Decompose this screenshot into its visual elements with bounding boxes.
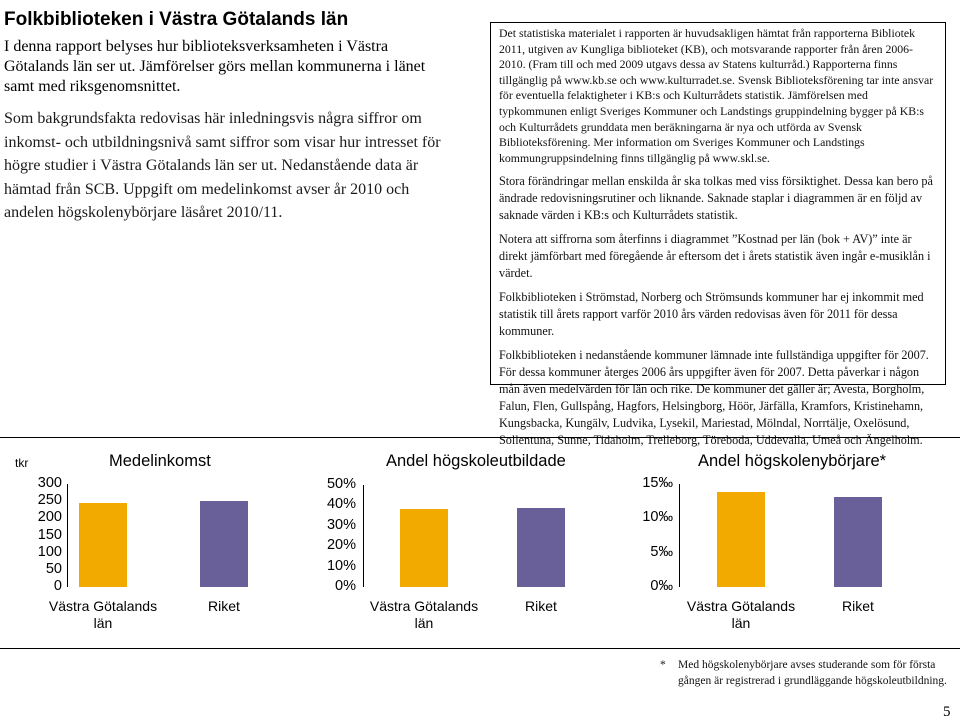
x-category-label: Västra Götalands län bbox=[48, 598, 158, 631]
x-category-label: Västra Götalands län bbox=[686, 598, 796, 631]
y-tick-label: 50% bbox=[326, 476, 356, 492]
y-tick-label: 10% bbox=[326, 557, 356, 574]
y-tick-label: 15‰ bbox=[642, 475, 673, 491]
y-tick-label: 150 bbox=[37, 526, 62, 543]
y-tick-label: 10‰ bbox=[642, 509, 673, 526]
y-tick-label: 40% bbox=[326, 496, 356, 513]
chart-title: Andel högskolenybörjare* bbox=[698, 452, 887, 470]
chart-title: Medelinkomst bbox=[109, 452, 211, 470]
chart-title: Andel högskoleutbildade bbox=[386, 452, 566, 470]
y-tick-label: 50 bbox=[45, 560, 62, 577]
background-paragraph: Som bakgrundsfakta redovisas här inledningsvis några siffror om inkomst- och utbildningsnivå samt siffror som visar hur intresset för högre studier i Västra Götalands län ser ut. Nedanstående data är hämtad från SCB. Uppgift om medelinkomst avser år 2010 och andelen högskolenybörjare läsåret 2010/11. bbox=[4, 110, 441, 221]
y-tick-label: 0% bbox=[335, 578, 356, 594]
y-tick-label: 250 bbox=[37, 492, 62, 509]
page-number: 5 bbox=[943, 704, 951, 720]
note-paragraph: Folkbiblioteken i nedanstående kommuner lämnade inte fullständiga uppgifter för 2007. För dessa kommuner återges 2006 års uppgifter även för 2007. Detta påverkar i någon mån även medelvärden för län och rike. De kommuner det gäller är; Avesta, Borgholm, Falun, Flen, Gullspång, Hagfors, Helsingborg, Höör, Järfälla, Kramfors, Kristinehamn, Kungsbacka, Kungälv, Ludvika, Lysekil, Mariestad, Mölndal, Norrtälje, Oxelösund, Sollentuna, Sunne, Tidaholm, Trelleborg, Töreboda, Uddevalla, Umeå och Ängelholm. bbox=[499, 348, 929, 448]
bar-riket bbox=[517, 508, 565, 587]
note-paragraph: Stora förändringar mellan enskilda år ska tolkas med viss försiktighet. Dessa kan bero på ändrade redovisningsrutiner och liknande. Saknade staplar i diagrammen är en följd av saknade värden i KB:s och Kulturrådets statistik. bbox=[499, 174, 933, 223]
x-category-label: Riket bbox=[842, 598, 874, 614]
y-axis-line bbox=[679, 484, 680, 587]
footnote bbox=[660, 657, 950, 689]
y-tick-label: 300 bbox=[37, 475, 62, 491]
notes-box bbox=[490, 22, 946, 448]
note-paragraph: Notera att siffrorna som återfinns i diagrammet ”Kostnad per län (bok + AV)” inte är direkt jämförbart med föregående år eftersom det i årets statistik även ingår e-musiklån i värdet. bbox=[499, 232, 931, 281]
footnote-text: Med högskolenybörjare avses studerande som för första gången är registrerad i grundläggande högskoleutbildning. bbox=[678, 659, 947, 687]
bar-vastra-gotaland bbox=[79, 503, 127, 587]
note-paragraph: Folkbiblioteken i Strömstad, Norberg och Strömsunds kommuner har ej inkommit med statistik till årets rapport varför 2010 års värden redovisas även för 2011 för dessa kommuner. bbox=[499, 290, 924, 339]
y-tick-label: 0 bbox=[53, 578, 62, 594]
y-tick-label: 5‰ bbox=[650, 543, 673, 560]
y-tick-label: 200 bbox=[37, 509, 62, 526]
y-tick-label: 100 bbox=[37, 543, 62, 560]
y-axis-line bbox=[363, 485, 364, 587]
axis-unit-label: tkr bbox=[15, 456, 29, 470]
x-category-label: Västra Götalands län bbox=[369, 598, 479, 631]
bar-vastra-gotaland bbox=[717, 492, 765, 587]
bar-riket bbox=[834, 497, 882, 587]
y-axis-line bbox=[67, 484, 68, 587]
bar-riket bbox=[200, 501, 248, 587]
intro-paragraph: I denna rapport belyses hur biblioteksverksamheten i Västra Götalands län ser ut. Jämförelser görs mellan kommunerna i länet samt med riksgenomsnittet. bbox=[4, 38, 426, 95]
note-paragraph: Det statistiska materialet i rapporten är huvudsakligen hämtat från rapporterna Bibliotek 2011, utgiven av Kungliga biblioteket (KB), och motsvarande rapporter från åren 2006-2010. (Fram till och med 2009 utgavs dessa av Statens kulturråd.) Rapporterna finns tillgänglig på www.kb.se och www.kulturradet.se. Svensk Biblioteksförening tar inte ansvar för eventuella felaktigheter i KB:s och Kulturrådets statistik. Jämförelsen med typkommunen enligt Sveriges Kommuner och Landstings gruppindelning bygger på KB:s och Kulturrådets grunddata men beräkningarna är nya och utförda av Svensk Biblioteksförening. Mer information om Sveriges Kommuner och Landstings kommungruppsindelning finns tillgänglig på www.skl.se. bbox=[499, 26, 934, 165]
y-tick-label: 30% bbox=[326, 516, 356, 533]
y-tick-label: 0‰ bbox=[650, 578, 673, 594]
charts-panel bbox=[0, 437, 960, 649]
bar-vastra-gotaland bbox=[400, 509, 448, 587]
x-category-label: Riket bbox=[525, 598, 557, 614]
y-tick-label: 20% bbox=[326, 537, 356, 554]
page-title: Folkbiblioteken i Västra Götalands län bbox=[4, 9, 349, 30]
x-category-label: Riket bbox=[208, 598, 240, 614]
footnote-mark: * bbox=[660, 659, 666, 671]
